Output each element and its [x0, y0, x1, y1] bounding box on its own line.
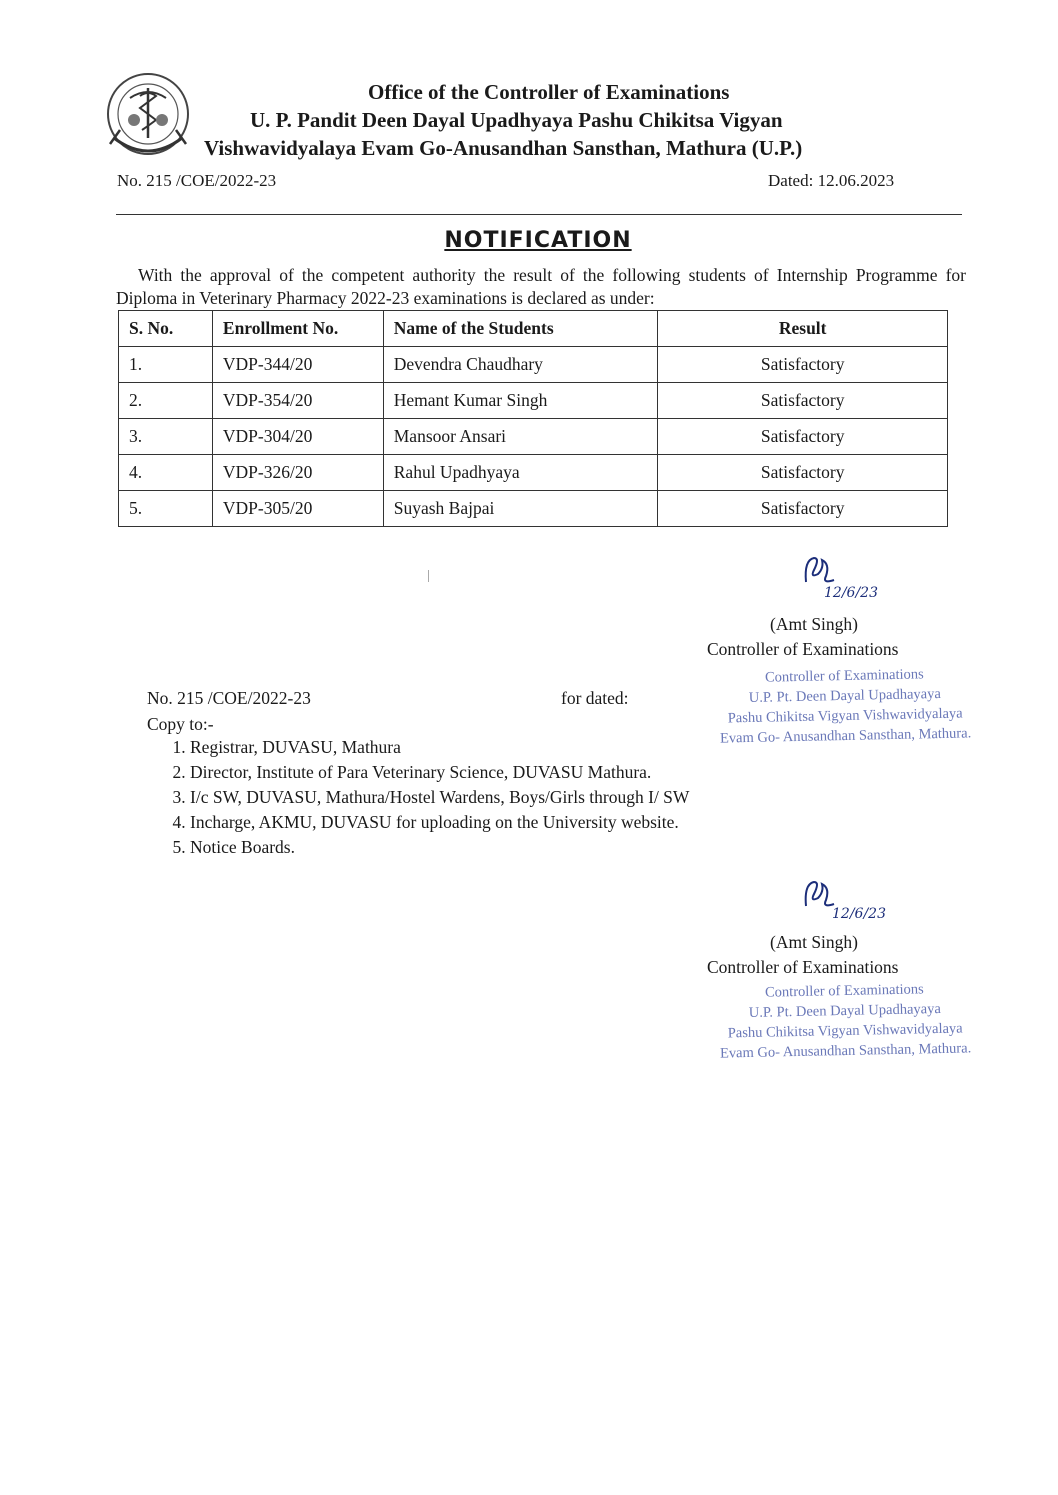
cell-enrollment: VDP-354/20	[212, 383, 383, 419]
university-seal-logo	[100, 68, 196, 164]
table-row	[119, 419, 948, 455]
header-sno: S. No.	[119, 311, 213, 347]
stamp-line: Evam Go- Anusandhan Sansthan, Mathura.	[719, 1040, 972, 1062]
cell-student-name: Rahul Upadhyaya	[383, 455, 658, 491]
header-office-title: Office of the Controller of Examinations	[368, 80, 730, 104]
results-table	[118, 310, 948, 527]
header-enrollment: Enrollment No.	[212, 311, 383, 347]
header-divider	[116, 214, 962, 215]
cell-result: Satisfactory	[658, 383, 948, 419]
header-university-name-2: Vishwavidyalaya Evam Go-Anusandhan Sansthan, Mathura (U.P.)	[204, 136, 803, 160]
header-student-name: Name of the Students	[383, 311, 658, 347]
notification-title: NOTIFICATION	[444, 228, 632, 253]
cell-student-name: Suyash Bajpai	[383, 491, 658, 527]
cell-student-name: Hemant Kumar Singh	[383, 383, 658, 419]
list-item: 4. Incharge, AKMU, DUVASU for uploading on the University website.	[190, 810, 689, 835]
table-row	[119, 347, 948, 383]
table-header-row	[119, 311, 948, 347]
list-item: 3. I/c SW, DUVASU, Mathura/Hostel Wardens, Boys/Girls through I/ SW	[190, 785, 689, 810]
header-university-name-1: U. P. Pandit Deen Dayal Upadhyaya Pashu Chikitsa Vigyan	[250, 108, 783, 132]
stamp-line: Pashu Chikitsa Vigyan Vishwavidyalaya	[727, 705, 963, 727]
signature-date-mark: 12/6/23	[832, 906, 886, 922]
cell-student-name: Devendra Chaudhary	[383, 347, 658, 383]
stamp-line: Pashu Chikitsa Vigyan Vishwavidyalaya	[727, 1020, 963, 1042]
official-stamp	[689, 663, 1001, 749]
cell-result: Satisfactory	[658, 455, 948, 491]
table-row	[119, 455, 948, 491]
stamp-line: U.P. Pt. Deen Dayal Upadhayaya	[748, 685, 941, 707]
cell-result: Satisfactory	[658, 347, 948, 383]
cell-result: Satisfactory	[658, 491, 948, 527]
table-row	[119, 491, 948, 527]
cell-sno: 3.	[119, 419, 213, 455]
table-row	[119, 383, 948, 419]
signatory-designation: Controller of Examinations	[707, 639, 899, 659]
list-item: 2. Director, Institute of Para Veterinary Science, DUVASU Mathura.	[190, 760, 689, 785]
copy-for-dated: for dated:	[561, 688, 629, 708]
cell-sno: 1.	[119, 347, 213, 383]
official-stamp	[689, 978, 1001, 1064]
signatory-designation: Controller of Examinations	[707, 957, 899, 977]
list-item: 5. Notice Boards.	[190, 835, 689, 860]
list-item: 1. Registrar, DUVASU, Mathura	[190, 735, 689, 760]
stamp-line: Controller of Examinations	[764, 666, 924, 686]
signatory-name: (Amt Singh)	[770, 614, 858, 634]
cell-student-name: Mansoor Ansari	[383, 419, 658, 455]
stamp-line: U.P. Pt. Deen Dayal Upadhayaya	[748, 1000, 941, 1022]
intro-paragraph: With the approval of the competent authority the result of the following students of Internship Programme for Diploma in Veterinary Pharmacy 2022-23 examinations is declared as under:	[116, 265, 966, 308]
cell-sno: 4.	[119, 455, 213, 491]
cell-enrollment: VDP-326/20	[212, 455, 383, 491]
cell-sno: 2.	[119, 383, 213, 419]
cell-sno: 5.	[119, 491, 213, 527]
reference-number: No. 215 /COE/2022-23	[117, 171, 277, 190]
stamp-line: Controller of Examinations	[764, 981, 924, 1001]
cell-enrollment: VDP-304/20	[212, 419, 383, 455]
signatory-name: (Amt Singh)	[770, 932, 858, 952]
cell-enrollment: VDP-305/20	[212, 491, 383, 527]
copy-reference-number: No. 215 /COE/2022-23	[147, 688, 311, 708]
scan-mark	[428, 570, 429, 582]
cell-enrollment: VDP-344/20	[212, 347, 383, 383]
cell-result: Satisfactory	[658, 419, 948, 455]
document-date: Dated: 12.06.2023	[768, 171, 895, 190]
stamp-line: Evam Go- Anusandhan Sansthan, Mathura.	[719, 725, 972, 747]
header-result: Result	[658, 311, 948, 347]
copy-recipients-list	[147, 735, 689, 860]
signature-date-mark: 12/6/23	[824, 585, 878, 601]
copy-to-label: Copy to:-	[147, 714, 214, 734]
